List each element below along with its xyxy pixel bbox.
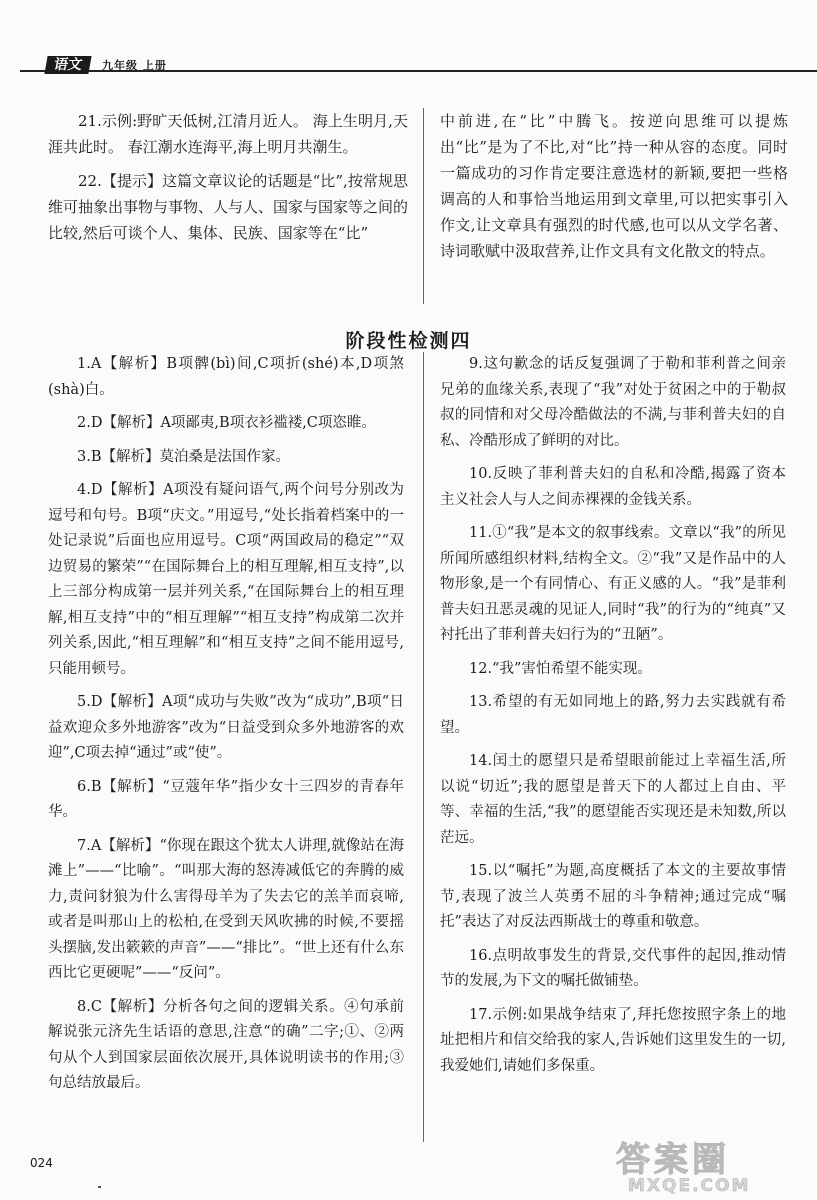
watermark-text: 答案圈 bbox=[616, 1140, 730, 1180]
section-title: 阶段性检测四 bbox=[345, 330, 472, 352]
answer-paragraph: 22.【提示】这篇文章议论的话题是“比”,按常规思维可抽象出事物与事物、人与人、国家与国家等之间的比较,然后可谈个人、集体、民族、国家等在“比” bbox=[48, 172, 409, 242]
answer-paragraph: 15.以“嘱托”为题,高度概括了本文的主要故事情节,表现了波兰人英勇不屈的斗争精神;通过完成“嘱托”表达了对反法西斯战士的尊重和敬意。 bbox=[440, 863, 786, 930]
page-header bbox=[20, 56, 817, 82]
answer-paragraph: 2.D【解析】A项鄙夷,B项衣衫褴褛,C项恣睢。 bbox=[77, 415, 376, 431]
answer-paragraph: 中前进,在“比”中腾飞。按逆向思维可以提炼出“比”是为了不比,对“比”持一种从容的态度。同时一篇成功的习作肯定要注意选材的新颖,要把一些格调高的人和事恰当地运用到文章里,可以把实事引入作文,让文章具有强烈的时代感,也可以从文学名著、诗词歌赋中汲取营养,让作文具有文化散文的特点。 bbox=[440, 112, 788, 260]
answer-paragraph: 16.点明故事发生的背景,交代事件的起因,推动情节的发展,为下文的嘱托做铺垫。 bbox=[440, 947, 786, 989]
answer-paragraph: 5.D【解析】A项“成功与失败”改为“成功”,B项“日益欢迎众多外地游客”改为“日益受到众多外地游客的欢迎”,C项去掉“通过”或“使”。 bbox=[48, 694, 404, 761]
answer-paragraph: 3.B【解析】莫泊桑是法国作家。 bbox=[77, 448, 290, 465]
bottom-left-column bbox=[48, 352, 404, 1105]
answer-paragraph: 13.希望的有无如同地上的路,努力去实践就有希望。 bbox=[440, 694, 786, 736]
bottom-right-column bbox=[440, 352, 786, 1087]
page-mark bbox=[98, 1186, 101, 1188]
answer-paragraph: 12.“我”害怕希望不能实现。 bbox=[469, 660, 652, 677]
answer-paragraph: 8.C【解析】分析各句之间的逻辑关系。④句承前解说张元济先生话语的意思,注意“的确”二字;①、②两句从个人到国家层面依次展开,具体说明读书的作用;③句总结放最后。 bbox=[48, 998, 404, 1091]
subject-badge: 语文 bbox=[44, 56, 91, 74]
top-left-column bbox=[48, 108, 408, 254]
bottom-column-divider bbox=[423, 352, 424, 1142]
answer-paragraph: 4.D【解析】A项没有疑问语气,两个问号分别改为逗号和句号。B项“庆文。”用逗号,“处长指着档案中的一处记录说”后面也应用逗号。C项“两国政局的稳定”“双边贸易的繁荣”“在国际舞台上的相互理解,相互支持”,以上三部分构成第一层并列关系,“在国际舞台上的相互理解,相互支持”中的“相互理解”“相互支持”构成第二次并列关系,因此,“相互理解”和“相互支持”之间不能用逗号,只能用顿号。 bbox=[48, 482, 404, 677]
answer-paragraph: 1.A【解析】B项髀(bì)间,C项折(shé)本,D项煞(shà)白。 bbox=[48, 356, 404, 398]
answer-paragraph: 14.闰土的愿望只是希望眼前能过上幸福生活,所以说“切近”;我的愿望是普天下的人都过上自由、平等、幸福的生活,“我”的愿望能否实现还是未知数,所以茫远。 bbox=[440, 753, 786, 846]
answer-paragraph: 7.A【解析】“你现在跟这个犹太人讲理,就像站在海滩上”——“比喻”。“叫那大海的怒涛减低它的奔腾的威力,责问豺狼为什么害得母羊为了失去它的羔羊而哀啼,或者是叫那山上的松柏,在受到天风吹拂的时候,不要摇头摆脑,发出簌簌的声音”——“排比”。“世上还有什么东西比它更硬呢”——“反问”。 bbox=[48, 837, 404, 981]
answer-paragraph: 11.①“我”是本文的叙事线索。文章以“我”的所见所闻所感组织材料,结构全文。②“我”又是作品中的人物形象,是一个有同情心、有正义感的人。“我”是菲利普夫妇丑恶灵魂的见证人,同时“我”的行为的“纯真”又衬托出了菲利普夫妇行为的“丑陋”。 bbox=[440, 525, 786, 643]
site-watermark-logo bbox=[608, 1132, 817, 1200]
answer-paragraph: 17.示例:如果战争结束了,拜托您按照字条上的地址把相片和信交给我的家人,告诉她们这里发生的一切,我爱她们,请她们多保重。 bbox=[440, 1006, 786, 1074]
watermark-url: MXQE.COM bbox=[628, 1176, 751, 1196]
answer-paragraph: 21.示例:野旷天低树,江清月近人。 海上生明月,天涯共此时。 春江潮水连海平,海上明月共潮生。 bbox=[48, 112, 408, 156]
answer-paragraph: 10.反映了菲利普夫妇的自私和冷酷,揭露了资本主义社会人与人之间赤裸裸的金钱关系。 bbox=[440, 466, 786, 508]
answer-paragraph: 6.B【解析】“豆蔻年华”指少女十三四岁的青春年华。 bbox=[48, 778, 404, 820]
answer-paragraph: 9.这句歉念的话反复强调了于勒和菲利普之间亲兄弟的血缘关系,表现了“我”对处于贫困之中的于勒叔叔的同情和对父母冷酷做法的不满,与菲利普夫妇的自私、冷酷形成了鲜明的对比。 bbox=[440, 356, 786, 449]
grade-label: 九年级 上册 bbox=[102, 59, 167, 72]
top-column-divider bbox=[423, 108, 424, 304]
top-right-column bbox=[440, 108, 788, 272]
page-number: 024 bbox=[30, 1156, 53, 1170]
